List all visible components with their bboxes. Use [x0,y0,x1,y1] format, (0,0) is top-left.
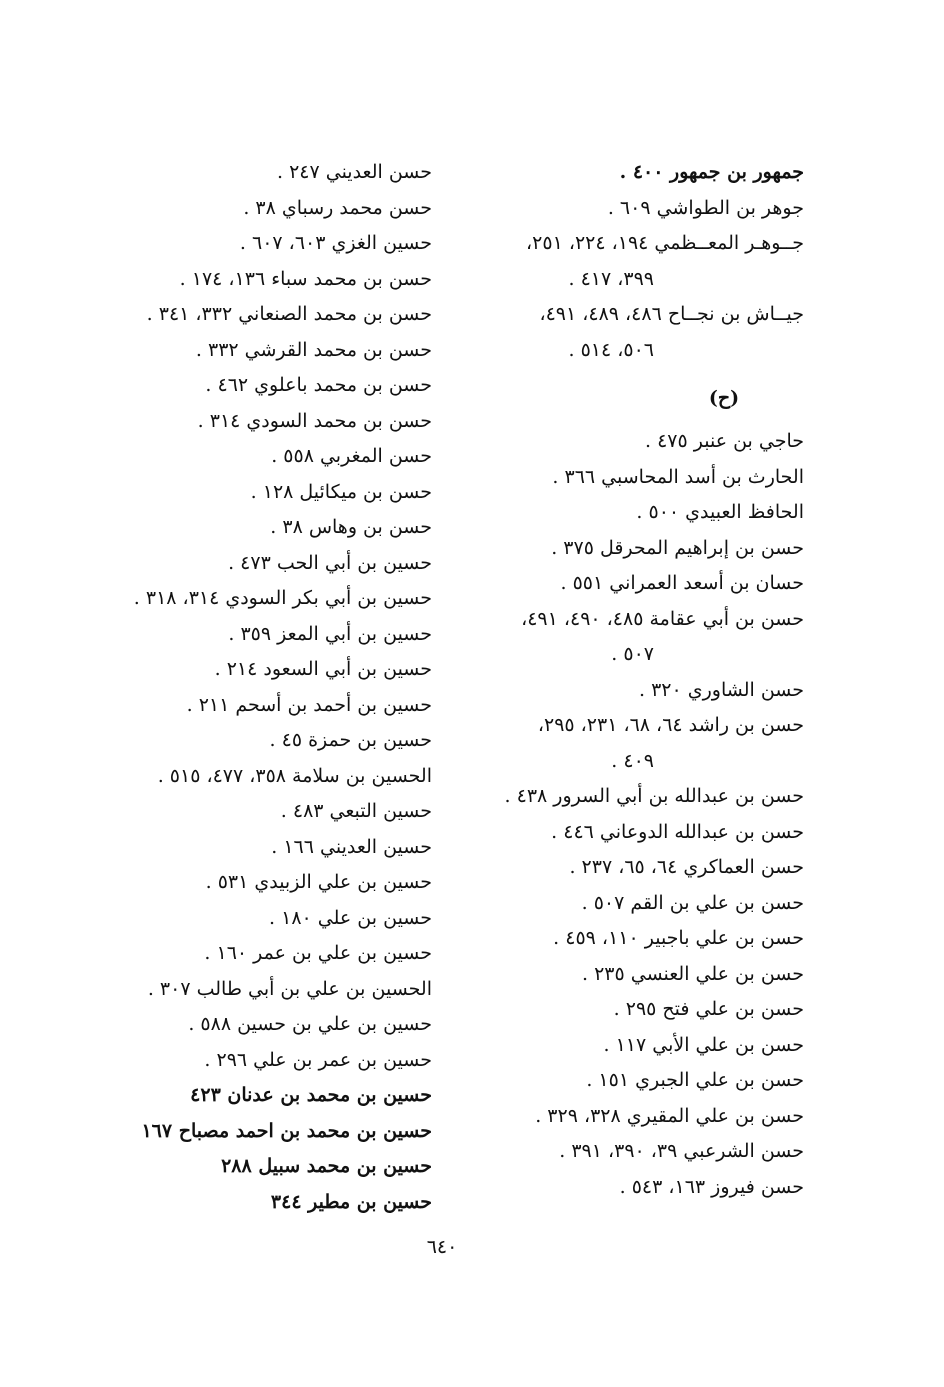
index-entry [32,368,432,404]
index-entry-text: حسن بن علي باجبير ١١٠، ٤٥٩ . [553,927,804,949]
index-entry-text: حسن بن علي الجبري ١٥١ . [586,1069,804,1091]
index-entry [32,546,432,582]
index-entry-text: حسان بن أسعد العمراني ٥٥١ . [560,572,804,594]
index-entry [32,1007,432,1043]
index-entry [474,1028,804,1064]
index-entry-text: جــوهـر المعــظمي ١٩٤، ٢٢٤، ٢٥١، [526,232,804,254]
index-entry-text: حسين بن أبي المعز ٣٥٩ . [228,622,432,645]
index-entry-text: حسن بن وهاس ٣٨ . [270,516,432,538]
index-entry-text: حسين بن أبي الحب ٤٧٣ . [228,551,432,574]
index-entry [32,1185,432,1221]
index-entry-text: حسين بن محمد سبيل ٢٨٨ [221,1155,432,1177]
index-entry [32,1114,432,1150]
index-entry [32,972,432,1008]
index-entry-text: جيــاش بن نجــاح ٤٨٦، ٤٨٩، ٤٩١، [539,303,804,325]
index-entry [32,155,432,191]
index-entry-text: حسن بن عبدالله بن أبي السرور ٤٣٨ . [504,785,804,807]
index-entry-text: حسن الشاوري ٣٢٠ . [639,678,804,701]
index-entry-text: حسن بن علي المقيري ٣٢٨، ٣٢٩ . [535,1104,804,1127]
index-entry [32,865,432,901]
index-entry-continuation: ٥٠٦، ٥١٤ . [568,338,654,361]
index-entry [474,992,804,1028]
index-entry [474,424,804,460]
index-entry-text: حسين بن مطير ٣٤٤ [270,1190,432,1213]
index-entry [32,475,432,511]
right-column-entries-bottom [474,424,804,1205]
index-entry-text: حسين بن علي بن حسين ٥٨٨ . [188,1013,432,1035]
index-entry [474,531,804,567]
index-entry-text: حسين بن محمد بن عدنان ٤٢٣ [190,1084,432,1106]
section-heading-ha: (ح) [708,387,740,409]
left-column [32,155,432,1220]
index-entry [32,404,432,440]
index-entry-text: حسين بن علي ١٨٠ . [269,906,432,929]
section-heading-wrap [474,368,804,424]
index-entry [474,1134,804,1170]
index-entry [474,1099,804,1135]
index-entry [32,759,432,795]
index-entry [474,1063,804,1099]
index-entry [32,901,432,937]
index-entry-text: حسين العديني ١٦٦ . [271,835,432,858]
index-entry [474,602,804,673]
index-entry-text: حسن بن أبي عقامة ٤٨٥، ٤٩٠، ٤٩١، [521,607,804,630]
index-entry-text: حاجي بن عنبر ٤٧٥ . [645,430,804,452]
index-entry-text: حسين بن حمزة ٤٥ . [269,729,432,751]
index-entry [474,1170,804,1206]
index-entry [32,794,432,830]
index-entry-text: حسن العديني ٢٤٧ . [276,161,432,183]
index-entry-text: حسن بن محمد القرشي ٣٣٢ . [195,338,432,361]
index-entry-text: حسن المغربي ٥٥٨ . [271,445,432,467]
index-entry-text: حسن العماكري ٦٤، ٦٥، ٢٣٧ . [569,856,804,878]
index-entry [32,1149,432,1185]
index-entry [474,921,804,957]
index-entry-text: حسن بن محمد سباء ١٣٦، ١٧٤ . [179,267,432,290]
index-entry-text: حسن بن علي الأبي ١١٧ . [603,1033,804,1056]
index-entry [32,1078,432,1114]
index-entry [474,708,804,779]
index-entry-continuation: ٥٠٧ . [611,643,654,665]
index-entry [32,1043,432,1079]
index-entry [32,723,432,759]
index-entry [474,191,804,227]
index-entry [32,262,432,298]
index-entry-text: حسين بن عمر بن علي ٢٩٦ . [204,1048,432,1071]
index-entry-text: حسن بن عبدالله الدوعاني ٤٤٦ . [551,820,804,843]
right-column [474,155,804,1205]
index-entry-text: حسن فيروز ١٦٣، ٥٤٣ . [619,1175,804,1198]
index-entry-text: حسين بن أحمد بن أسحم ٢١١ . [186,693,432,716]
right-column-entries-top [474,155,804,368]
index-entry [32,191,432,227]
index-entry [474,673,804,709]
index-entry [474,495,804,531]
index-entry-text: حسن بن محمد الصنعاني ٣٣٢، ٣٤١ . [146,303,432,325]
index-entry-text: حسن محمد رسباي ٣٨ . [243,196,432,219]
index-entry-text: حسن الشرعبي ٣٩، ٣٩٠، ٣٩١ . [559,1140,804,1162]
index-entry [32,936,432,972]
index-entry-text: حسين التبعي ٤٨٣ . [280,800,432,822]
index-entry-continuation: ٣٩٩، ٤١٧ . [568,267,654,290]
index-entry [32,617,432,653]
index-entry [474,886,804,922]
index-entry [474,850,804,886]
index-entry-text: الحسين بن سلامة ٣٥٨، ٤٧٧، ٥١٥ . [157,764,432,787]
index-entry-text: جمهور بن جمهور ٤٠٠ . [619,161,804,183]
index-entry [474,957,804,993]
index-entry [474,566,804,602]
index-entry [474,779,804,815]
index-entry [32,830,432,866]
index-entry [474,226,804,297]
index-entry-text: حسن بن محمد باعلوي ٤٦٢ . [205,374,432,396]
index-entry-text: حسين الغزي ٦٠٣، ٦٠٧ . [239,232,432,254]
index-entry-text: الحافظ العبيدي ٥٠٠ . [636,501,804,523]
index-entry [474,297,804,368]
index-entry-text: حسين بن محمد بن احمد مصباح ١٦٧ [141,1119,432,1142]
index-entry-continuation: ٤٠٩ . [611,749,654,772]
index-entry-text: حسن بن إبراهيم المحرقل ٣٧٥ . [551,536,804,559]
index-entry-text: جوهر بن الطواشي ٦٠٩ . [607,196,804,219]
index-entry [32,297,432,333]
index-entry-text: حسين بن أبي بكر السودي ٣١٤، ٣١٨ . [133,587,432,609]
index-entry-text: حسن بن محمد السودي ٣١٤ . [197,409,432,432]
index-entry-text: حسن بن راشد ٦٤، ٦٨، ٢٣١، ٢٩٥، [537,714,804,736]
index-entry-text: الحسين بن علي بن أبي طالب ٣٠٧ . [147,977,432,1000]
index-entry [32,439,432,475]
index-entry [32,688,432,724]
index-entry-text: حسين بن علي الزبيدي ٥٣١ . [205,871,432,893]
index-entry [474,460,804,496]
index-entry [32,333,432,369]
index-entry-text: حسين بن علي بن عمر ١٦٠ . [204,942,432,964]
index-entry [474,155,804,191]
index-entry-text: حسن بن علي بن القم ٥٠٧ . [581,891,804,914]
index-entry-text: حسن بن علي العنسي ٢٣٥ . [581,962,804,985]
index-entry [474,815,804,851]
left-column-entries [32,155,432,1220]
index-entry [32,510,432,546]
index-entry [32,652,432,688]
index-entry-text: حسن بن ميكائيل ١٢٨ . [250,480,432,503]
page-number: ٦٤٠ [426,1236,458,1258]
index-entry-text: الحارث بن أسد المحاسبي ٣٦٦ . [552,465,804,488]
index-entry-text: حسين بن أبي السعود ٢١٤ . [214,658,432,680]
index-entry [32,226,432,262]
index-entry-text: حسن بن علي فتح ٢٩٥ . [613,998,804,1020]
index-entry [32,581,432,617]
